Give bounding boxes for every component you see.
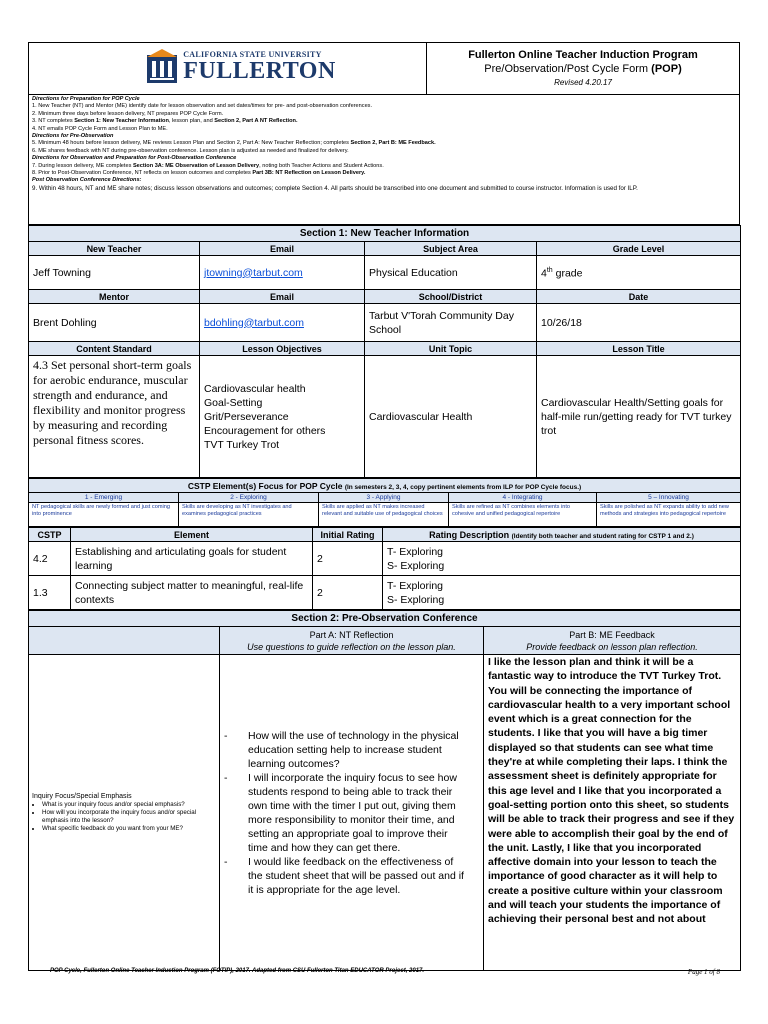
pop-form-page [28,42,740,971]
content-standard: 4.3 Set personal short-term goals for aerobic endurance, muscular strength and endurance, and flexibility and monitor progress by measuring and recording personal fitness scores. [29,356,200,478]
level-desc: Skills are refined as NT combines elements into cohesive and unified pedagogical repertoire [449,503,597,527]
cstp-rating-desc: T- Exploring S- Exploring [383,576,741,610]
direction-item: 3. NT completes Section 1: New Teacher Information, lesson plan, and Section 2, Part A NT Reflection. [32,118,298,125]
section1-table [28,225,741,478]
revised-date: Revised 4.20.17 [554,77,612,87]
grade-level: 4th grade [537,256,741,290]
cstp-rating: 2 [313,542,383,576]
list-item: - I will incorporate the inquiry focus to see how students respond to being able to track their own time with the timer I put out, giving them more responsibility to monitor their time, and setting an appropriate goal to improve their time and how they can get there. [224,771,457,854]
directions-heading: Post Observation Conference Directions: [32,177,142,184]
directions-heading: Directions for Pre-Observation [32,133,114,140]
part-a-header: Part A: NT Reflection Use questions to guide reflection on the lesson plan. [220,627,484,655]
level-exploring: 2 - Exploring [179,493,319,503]
level-desc: Skills are developing as NT investigates and examines pedagogical practices [179,503,319,527]
inquiry-focus-cell [29,655,220,971]
col-head-lesson: Lesson Title [537,342,741,356]
cstp-title-cell [29,479,741,493]
objective-item: Encouragement for others [204,424,326,437]
footer-text: POP Cycle, Fullerton Online Teacher Induction Program (FOTIP), 2017. Adapted from CSU Fullerton Titan EDUCATOR Project, 2017. [50,968,425,974]
page-number: Page 1 of 8 [687,968,720,976]
col-head-content: Content Standard [29,342,200,356]
section2-title: Section 2: Pre-Observation Conference [29,611,741,627]
university-name: FULLERTON [183,57,336,84]
form-title-cell [427,43,740,95]
col-head-email: Email [200,242,365,256]
direction-item: 5. Minimum 48 hours before lesson delivery, ME reviews Lesson Plan and Section 2, Part A: New Teacher Reflection; completes Section 2, Part B: ME Feedback. [32,140,436,147]
level-emerging: 1 - Emerging [29,493,179,503]
list-item: • What specific feedback do you want from your ME? [42,825,216,833]
col-head-subject: Subject Area [365,242,537,256]
directions-block [28,95,740,225]
university-logo [147,49,336,83]
me-email-link[interactable]: bdohling@tarbut.com [204,316,304,329]
list-item: - How will the use of technology in the physical education setting help to increase student learning outcomes? [224,729,459,770]
direction-item: 7. During lesson delivery, ME completes Section 3A: ME Observation of Lesson Delivery, noting both Teacher Actions and Student Actions. [32,162,384,169]
nt-reflection-cell [220,655,484,971]
cstp-levels-table [28,478,741,527]
direction-item: 1. New Teacher (NT) and Mentor (ME) identify date for lesson observation and set dates/times for pre- and post-observation conferences. [32,103,373,110]
lesson-objectives [200,356,365,478]
direction-item: 9. Within 48 hours, NT and ME share notes; discuss lesson observations and outcomes; complete Section 4. All parts should be transcribed into one document and submitted to course instructor. Information is used for ILP. [32,184,638,192]
col-head-unit: Unit Topic [365,342,537,356]
level-applying: 3 - Applying [319,493,449,503]
school-district: Tarbut V'Torah Community Day School [365,304,537,342]
mentor-name: Brent Dohling [29,304,200,342]
observation-date: 10/26/18 [537,304,741,342]
col-head-cstp: CSTP [29,528,71,542]
section2-table [28,610,741,971]
cstp-code: 4.2 [29,542,71,576]
table-row [29,576,741,610]
col-head-new-teacher: New Teacher [29,242,200,256]
direction-item: 2. Minimum three days before lesson delivery, NT prepares POP Cycle Form. [32,110,224,117]
header-table [28,42,740,95]
level-integrating: 4 - Integrating [449,493,597,503]
cstp-title: CSTP Element(s) Focus for POP Cycle [187,480,343,491]
cstp-element: Connecting subject matter to meaningful, real-life contexts [71,576,313,610]
list-item: • How will you incorporate the inquiry focus and/or special emphasis into the lesson? [42,809,216,825]
level-desc: Skills are applied as NT makes increased relevant and suitable use of pedagogical choices [319,503,449,527]
cstp-code: 1.3 [29,576,71,610]
inquiry-focus-title: Inquiry Focus/Special Emphasis [32,792,132,800]
direction-item: 4. NT emails POP Cycle Form and Lesson Plan to ME. [32,125,168,132]
col-head-date: Date [537,290,741,304]
col-head-grade: Grade Level [537,242,741,256]
subject-area: Physical Education [365,256,537,290]
program-title: Fullerton Online Teacher Induction Program [468,48,698,61]
form-abbrev: (POP) [651,62,682,75]
cstp-rating: 2 [313,576,383,610]
directions-heading: Directions for Observation and Preparation for Post-Observation Conference [32,155,237,162]
objective-item: TVT Turkey Trot [204,438,280,451]
logo-cell [29,43,427,95]
level-desc: NT pedagogical skills are newly formed and just coming into prominence [29,503,179,527]
lesson-title: Cardiovascular Health/Setting goals for half-mile run/getting ready for TVT turkey trot [537,356,741,478]
col-head-element: Element [71,528,313,542]
nt-email-cell [200,256,365,290]
cstp-rating-desc: T- Exploring S- Exploring [383,542,741,576]
list-item: - I would like feedback on the effectiveness of the student sheet that will be passed out and if it is appropriate for the age level. [224,855,464,896]
col-head-school: School/District [365,290,537,304]
blank-head-cell [29,627,220,655]
me-email-cell [200,304,365,342]
col-head-rating-desc: Rating Description (Identify both teacher and student rating for CSTP 1 and 2.) [383,528,741,542]
col-head-initial-rating: Initial Rating [313,528,383,542]
directions-heading: Directions for Preparation for POP Cycle [32,96,140,102]
level-innovating: 5 – Innovating [597,493,741,503]
objective-item: Goal-Setting [204,396,263,409]
form-title: Pre/Observation/Post Cycle Form [484,62,649,75]
university-top-text: CALIFORNIA STATE UNIVERSITY [183,49,322,59]
section1-title: Section 1: New Teacher Information [29,226,741,242]
me-feedback-cell: I like the lesson plan and think it will be a fantastic way to introduce the TVT Turkey Trot. You will be connecting the importance of cardiovascular health to a very important school event which is a great connection for the students. I like that you will have a big timer displayed so that students can see what time they're at while completing their laps. I think the assessment sheet is definitely appropriate for this age level and I like that you incorporated a goal-setting portion onto this sheet, so students will be able to track their progress and see if they were able to accomplish their goal by the end of the unit. Lastly, I like that you incorporated affective domain into your lesson to teach the importance of good character as it will help to create a positive culture within your classroom and will teach your students the importance of achieving their personal best and not about [484,655,741,971]
nt-email-link[interactable]: jtowning@tarbut.com [204,266,303,279]
list-item: • What is your inquiry focus and/or special emphasis? [42,801,216,809]
page-footer [50,968,720,974]
new-teacher-name: Jeff Towning [29,256,200,290]
cstp-element: Establishing and articulating goals for student learning [71,542,313,576]
cstp-title-note: (In semesters 2, 3, 4, copy pertinent elements from ILP for POP Cycle focus.) [344,483,582,491]
direction-item: 8. Prior to Post-Observation Conference, NT reflects on lesson outcomes and completes Part 3B: NT Reflection on Lesson Delivery. [32,170,366,177]
unit-topic: Cardiovascular Health [365,356,537,478]
level-desc: Skills are polished as NT expands ability to add new methods and strategies into pedagogical repertoire [597,503,741,527]
cstp-table [28,527,741,610]
col-head-objectives: Lesson Objectives [200,342,365,356]
tower-emblem-icon [147,49,177,83]
part-b-header: Part B: ME Feedback Provide feedback on lesson plan reflection. [484,627,741,655]
direction-item: 6. ME shares feedback with NT during pre-observation conference. Lesson plan is adjusted as needed and finalized for delivery. [32,147,349,154]
table-row [29,542,741,576]
col-head-mentor: Mentor [29,290,200,304]
objective-item: Grit/Perseverance [204,410,289,423]
objective-item: Cardiovascular health [204,382,306,395]
col-head-email2: Email [200,290,365,304]
